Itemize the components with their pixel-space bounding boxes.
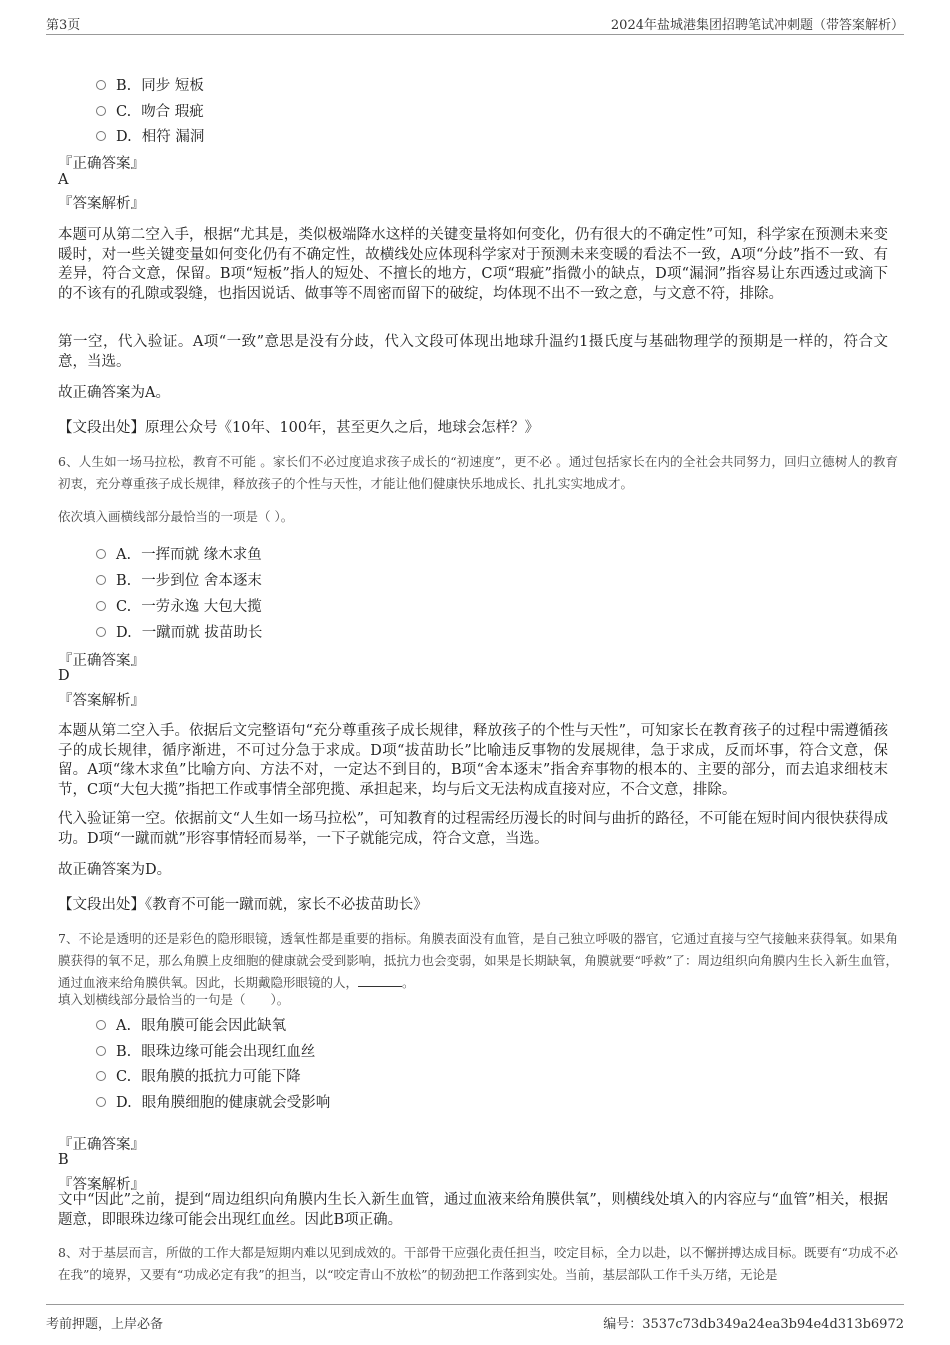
page-header (46, 10, 904, 35)
q5-analysis-paragraph-1: 本题可从第二空入手，根据“尤其是，类似极端降水这样的关键变量将如何变化，仍有很大的不确定性”可知，科学家在预测未来变暖时，对一些关键变量如何变化仍有不确定性，故横线处应体现科学家对于预测未来变暖的看法不一致，A项“分歧”指不一致、有差异，符合文意，保留。B项“短板”指人的短处、不擅长的地方，C项“瑕疵”指微小的缺点，D项“漏洞”指容易让东西透过或滴下的不该有的孔隙或裂缝，也指因说话、做事等不周密而留下的破绽，均体现不出不一致之意，与文意不符，排除。 (58, 227, 888, 302)
q6-prompt: 依次填入画横线部分最恰当的一项是（ ）。 (58, 509, 294, 524)
radio-icon[interactable] (96, 80, 106, 90)
q6-answer-label: 『正确答案』 (58, 653, 145, 669)
q7-analysis-paragraph-1: 文中“因此”之前，提到“周边组织向角膜内生长入新生血管，通过血液来给角膜供氧”，则横线处填入的内容应与“血管”相关，根据题意，即眼珠边缘可能会出现红血丝。因此B项正确。 (58, 1192, 888, 1228)
q5-source: 【文段出处】原理公众号《10年、100年，甚至更久之后，地球会怎样？》 (58, 420, 540, 436)
q5-analysis-label: 『答案解析』 (58, 196, 145, 212)
q6-source: 【文段出处】《教育不可能一蹴而就，家长不必拔苗助长》 (58, 897, 428, 913)
q6-analysis-paragraph-1: 本题从第二空入手。依据后文完整语句“充分尊重孩子成长规律，释放孩子的个性与天性”，可知家长在教育孩子的过程中需遵循孩子的成长规律，循序渐进，不可过分急于求成。D项“拔苗助长”比喻违反事物的发展规律，急于求成，反而坏事，符合文意，保留。A项“缘木求鱼”比喻方向、方法不对，一定达不到目的，B项“舍本逐末”指舍弃事物的根本的、主要的部分，而去追求细枝末节，C项“大包大揽”指把工作或事情全部兜揽、承担起来，均与后文无法构成直接对应，不合文意，排除。 (58, 723, 888, 798)
fill-blank (358, 974, 402, 987)
q7-option-c[interactable]: C. 眼角膜的抵抗力可能下降 (96, 1065, 301, 1086)
footer-slogan: 考前押题，上岸必备 (46, 1317, 164, 1332)
radio-icon[interactable] (96, 131, 106, 141)
radio-icon[interactable] (96, 1046, 106, 1056)
radio-icon[interactable] (96, 601, 106, 611)
q8-stem: 8、对于基层而言，所做的工作大都是短期内难以见到成效的。干部骨干应强化责任担当，咬定目标，全力以赴，以不懈拼搏达成目标。既要有“功成不必在我”的境界，又要有“功成必定有我”的担当，以“咬定青山不放松”的韧劲把工作落到实处。当前，基层部队工作千头万绪，无论是 (58, 1245, 898, 1282)
q5-option-d[interactable]: D. 相符 漏洞 (96, 125, 204, 146)
radio-icon[interactable] (96, 549, 106, 559)
q5-analysis-paragraph-3: 故正确答案为A。 (58, 385, 170, 401)
q7-option-b[interactable]: B. 眼珠边缘可能会出现红血丝 (96, 1040, 315, 1061)
q7-stem: 7、不论是透明的还是彩色的隐形眼镜，透氧性都是重要的指标。角膜表面没有血管，是自己独立呼吸的器官，它通过直接与空气接触来获得氧。如果角膜获得的氧不足，那么角膜上皮细胞的健康就会受到影响，抵抗力也会变弱，如果是长期缺氧，角膜就要“呼救”了：周边组织向角膜内生长入新生血管，通过血液来给角膜供氧。因此，长期戴隐形眼镜的人， 。 (58, 931, 898, 990)
q5-answer-label: 『正确答案』 (58, 156, 145, 172)
page-number: 第3页 (46, 18, 81, 33)
q6-answer: D (58, 668, 70, 684)
q5-option-b[interactable]: B. 同步 短板 (96, 74, 204, 95)
q5-analysis-paragraph-2: 第一空，代入验证。A项“一致”意思是没有分歧，代入文段可体现出地球升温约1摄氏度与基础物理学的预期是一样的，符合文意，当选。 (58, 334, 888, 370)
radio-icon[interactable] (96, 106, 106, 116)
document-serial: 编号：3537c73db349a24ea3b94e4d313b6972 (603, 1317, 904, 1332)
q6-analysis-paragraph-3: 故正确答案为D。 (58, 862, 172, 878)
radio-icon[interactable] (96, 575, 106, 585)
q6-option-d[interactable]: D. 一蹴而就 拔苗助长 (96, 621, 262, 642)
q5-answer: A (58, 172, 69, 188)
q6-analysis-paragraph-2: 代入验证第一空。依据前文“人生如一场马拉松”，可知教育的过程需经历漫长的时间与曲折的路径，不可能在短时间内很快获得成功。D项“一蹴而就”形容事情轻而易举，一下子就能完成，符合文意，当选。 (58, 811, 888, 847)
q6-option-b[interactable]: B. 一步到位 舍本逐末 (96, 569, 262, 590)
q6-option-c[interactable]: C. 一劳永逸 大包大揽 (96, 595, 262, 616)
radio-icon[interactable] (96, 1020, 106, 1030)
page-footer (46, 1304, 904, 1333)
q7-answer-label: 『正确答案』 (58, 1137, 145, 1153)
radio-icon[interactable] (96, 1071, 106, 1081)
q6-analysis-label: 『答案解析』 (58, 693, 145, 709)
document-title: 2024年盐城港集团招聘笔试冲刺题（带答案解析） (610, 18, 904, 33)
q7-option-d[interactable]: D. 眼角膜细胞的健康就会受影响 (96, 1091, 330, 1112)
radio-icon[interactable] (96, 627, 106, 637)
q7-answer: B (58, 1152, 69, 1168)
q6-stem: 6、人生如一场马拉松，教育不可能 。家长们不必过度追求孩子成长的“初速度”，更不必 。通过包括家长在内的全社会共同努力，回归立德树人的教育初衷，充分尊重孩子成长规律，释放孩子的个性与天性，才能让他们健康快乐地成长、扎扎实实地成才。 (58, 454, 898, 491)
radio-icon[interactable] (96, 1097, 106, 1107)
q7-analysis-label: 『答案解析』 (58, 1177, 145, 1193)
q7-prompt: 填入划横线部分最恰当的一句是（ ）。 (58, 992, 290, 1007)
q5-option-c[interactable]: C. 吻合 瑕疵 (96, 100, 204, 121)
q7-option-a[interactable]: A. 眼角膜可能会因此缺氧 (96, 1014, 286, 1035)
q6-option-a[interactable]: A. 一挥而就 缘木求鱼 (96, 543, 262, 564)
